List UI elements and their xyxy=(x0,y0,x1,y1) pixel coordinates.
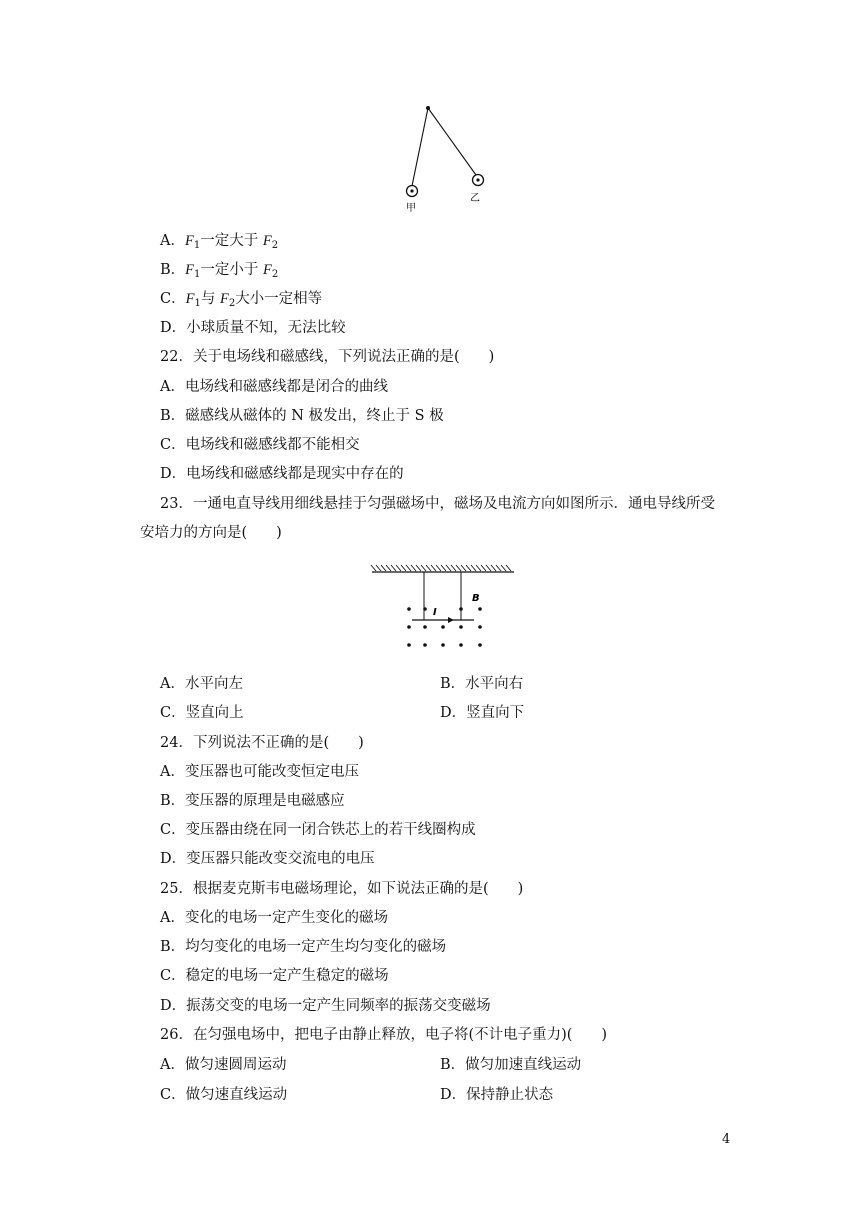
field-dot xyxy=(478,625,482,629)
current-arrow xyxy=(448,617,454,623)
field-dot xyxy=(441,625,445,629)
q23-option-b: B．水平向右 xyxy=(440,676,524,692)
q21-option-a: A．$F_1$一定大于 $F_2$ xyxy=(160,233,279,251)
q23-option-a: A．水平向左 xyxy=(160,676,243,692)
q23-option-d: D．竖直向下 xyxy=(440,705,525,721)
q25-option-d: D．振荡交变的电场一定产生同频率的振荡交变磁场 xyxy=(160,998,491,1014)
q26-option-a: A．做匀速圆周运动 xyxy=(160,1057,287,1073)
hatch-mark xyxy=(411,565,416,571)
q21-option-b: B．$F_1$一定小于 $F_2$ xyxy=(160,262,279,280)
hatch-mark xyxy=(486,565,491,571)
hatch-mark xyxy=(501,565,506,571)
field-label: B xyxy=(472,593,480,604)
field-dot xyxy=(423,643,427,647)
hatch-mark xyxy=(476,565,481,571)
ceiling-hatch xyxy=(371,565,511,571)
hatch-mark xyxy=(406,565,411,571)
q22-option-c: C．电场线和磁感线都不能相交 xyxy=(160,437,360,453)
label-jia: 甲 xyxy=(406,203,416,214)
hatch-mark xyxy=(441,565,446,571)
hatch-mark xyxy=(446,565,451,571)
hatch-mark xyxy=(391,565,396,571)
q22-stem: 22．关于电场线和磁感线，下列说法正确的是( ) xyxy=(160,349,495,365)
q25-option-b: B．均匀变化的电场一定产生均匀变化的磁场 xyxy=(160,939,447,955)
thread-right xyxy=(428,108,476,175)
field-dot xyxy=(478,607,482,611)
hatch-mark xyxy=(491,565,496,571)
q26-stem: 26．在匀强电场中，把电子由静止释放，电子将(不计电子重力)( ) xyxy=(160,1027,608,1043)
pendulum-figure xyxy=(395,100,505,215)
hatch-mark xyxy=(466,565,471,571)
hatch-mark xyxy=(421,565,426,571)
hatch-mark xyxy=(431,565,436,571)
q22-option-d: D．电场线和磁感线都是现实中存在的 xyxy=(160,466,404,482)
q22-option-a: A．电场线和磁感线都是闭合的曲线 xyxy=(160,379,388,395)
q25-stem: 25．根据麦克斯韦电磁场理论，如下说法正确的是( ) xyxy=(160,881,524,897)
hatch-mark xyxy=(456,565,461,571)
q24-stem: 24．下列说法不正确的是( ) xyxy=(160,735,364,751)
hatch-mark xyxy=(506,565,511,571)
hatch-mark xyxy=(496,565,501,571)
hatch-mark xyxy=(376,565,381,571)
wire-field-figure xyxy=(368,560,518,655)
field-dot xyxy=(478,643,482,647)
hatch-mark xyxy=(416,565,421,571)
q26-option-b: B．做匀加速直线运动 xyxy=(440,1057,582,1073)
field-dot xyxy=(459,643,463,647)
field-dot xyxy=(423,625,427,629)
q24-option-d: D．变压器只能改变交流电的电压 xyxy=(160,851,375,867)
hatch-mark xyxy=(401,565,406,571)
hatch-mark xyxy=(386,565,391,571)
page-number: 4 xyxy=(722,1132,731,1147)
q21-option-d: D．小球质量不知，无法比较 xyxy=(160,320,346,336)
q23-option-c: C．竖直向上 xyxy=(160,705,244,721)
q26-option-d: D．保持静止状态 xyxy=(440,1087,554,1103)
hatch-mark xyxy=(381,565,386,571)
thread-left xyxy=(412,108,428,186)
hatch-mark xyxy=(481,565,486,571)
q24-option-b: B．变压器的原理是电磁感应 xyxy=(160,793,345,809)
label-yi: 乙 xyxy=(470,193,480,204)
hatch-mark xyxy=(396,565,401,571)
q25-option-c: C．稳定的电场一定产生稳定的磁场 xyxy=(160,968,389,984)
current-label: I xyxy=(433,607,437,618)
q23-stem-line2: 安培力的方向是( ) xyxy=(140,525,282,541)
q26-option-c: C．做匀速直线运动 xyxy=(160,1087,288,1103)
q24-option-c: C．变压器由绕在同一闭合铁芯上的若干线圈构成 xyxy=(160,822,476,838)
field-dot xyxy=(407,625,411,629)
field-dot xyxy=(441,643,445,647)
field-dot xyxy=(407,607,411,611)
field-dots xyxy=(407,607,482,647)
q25-option-a: A．变化的电场一定产生变化的磁场 xyxy=(160,910,388,926)
hatch-mark xyxy=(451,565,456,571)
field-dot xyxy=(459,625,463,629)
hatch-mark xyxy=(426,565,431,571)
q21-option-c: C．$F_1$与 $F_2$大小一定相等 xyxy=(160,291,323,309)
field-dot xyxy=(423,607,427,611)
q23-stem-line1: 23．一通电直导线用细线悬挂于匀强磁场中，磁场及电流方向如图所示．通电导线所受 xyxy=(160,496,715,512)
field-dot xyxy=(459,607,463,611)
field-dot xyxy=(407,643,411,647)
hatch-mark xyxy=(436,565,441,571)
q22-option-b: B．磁感线从磁体的 N 极发出，终止于 S 极 xyxy=(160,408,444,424)
hatch-mark xyxy=(461,565,466,571)
hatch-mark xyxy=(371,565,376,571)
hatch-mark xyxy=(471,565,476,571)
q24-option-a: A．变压器也可能改变恒定电压 xyxy=(160,764,359,780)
